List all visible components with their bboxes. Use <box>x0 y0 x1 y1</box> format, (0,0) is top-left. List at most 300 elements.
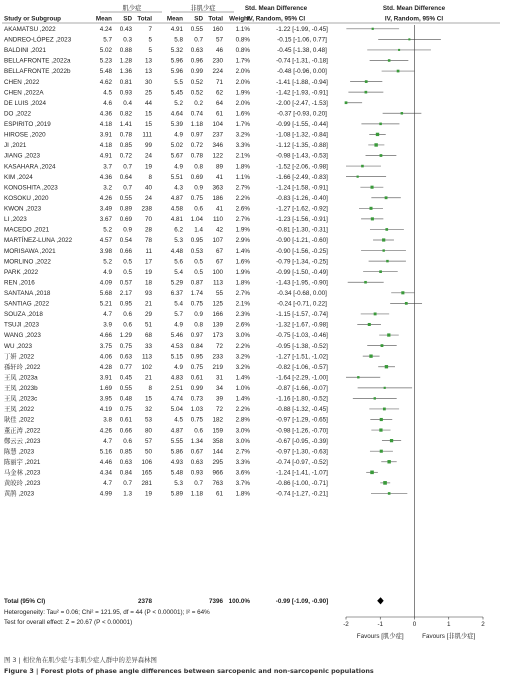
effect-ci: -0.97 [-1.29, -0.65] <box>276 416 328 424</box>
weight: 1.8% <box>235 163 250 171</box>
total-1: 17 <box>144 258 152 266</box>
effect-square <box>374 397 376 399</box>
sd-1: 0.69 <box>119 216 132 224</box>
mean-2: 4.5 <box>174 416 183 424</box>
x-tick-label: 0 <box>412 621 417 628</box>
effect-square <box>384 387 386 389</box>
total-1: 165 <box>141 469 152 477</box>
weight: 1.1% <box>235 173 250 181</box>
overall-effect-text: Test for overall effect: Z = 20.67 (P < 0.00001) <box>4 619 133 626</box>
mean-2: 6.37 <box>170 290 183 297</box>
effect-ci: -0.95 [-1.38, -0.52] <box>276 342 328 350</box>
sd-2: 0.6 <box>194 427 203 435</box>
weight: 2.2% <box>235 342 250 350</box>
total-1: 40 <box>144 184 152 192</box>
sd-2: 0.95 <box>190 353 203 361</box>
study-name: CHEN ,2022 <box>4 78 40 86</box>
sd-1: 1.29 <box>119 332 132 340</box>
weight: 3.6% <box>235 469 250 477</box>
total-2: 237 <box>212 131 223 139</box>
study-name: BELLAFRONTE ,2022b <box>4 68 71 76</box>
effect-ci: -1.66 [-2.49, -0.83] <box>276 173 328 181</box>
weight: 2.6% <box>235 321 250 329</box>
effect-ci: -0.79 [-1.34, -0.25] <box>276 258 328 266</box>
total-2: 107 <box>212 237 223 245</box>
effect-square <box>388 59 391 62</box>
sd-2: 0.6 <box>194 205 203 213</box>
total-2: 224 <box>212 68 223 76</box>
sd-1: 0.84 <box>119 469 132 477</box>
mean-2: 4.87 <box>170 427 183 435</box>
study-name: 董正涛 ,2022 <box>4 427 41 435</box>
mean-1: 3.9 <box>103 321 112 329</box>
effect-ci: -0.48 [-0.96, 0.00] <box>277 68 327 76</box>
mean-1: 4.62 <box>99 78 112 86</box>
mean-1: 4.26 <box>99 194 112 202</box>
sd-1: 1.28 <box>119 57 132 65</box>
mean-1: 5.21 <box>99 300 112 308</box>
weight: 2.3% <box>235 311 250 319</box>
mean-2: 2.51 <box>170 385 183 393</box>
col-header-total-2: Total <box>208 15 223 23</box>
mean-1: 4.09 <box>99 279 112 287</box>
sd-2: 0.63 <box>190 47 203 55</box>
sd-1: 0.66 <box>119 427 132 435</box>
sd-1: 0.4 <box>123 99 132 107</box>
study-name: JIANG ,2023 <box>4 152 41 160</box>
effect-ci: -1.16 [-1.80, -0.52] <box>276 395 328 403</box>
weight: 2.7% <box>235 216 250 224</box>
sd-1: 0.9 <box>123 226 132 234</box>
total-2: 100 <box>212 268 223 276</box>
total-1: 70 <box>144 216 152 224</box>
total-2: 57 <box>215 36 223 44</box>
total-2: 363 <box>212 184 223 192</box>
mean-1: 4.7 <box>103 437 112 445</box>
sd-2: 0.75 <box>190 300 203 308</box>
total-2: 31 <box>215 374 223 382</box>
weight: 3.0% <box>235 437 250 445</box>
sd-1: 0.64 <box>119 173 132 181</box>
effect-square <box>380 450 383 453</box>
sd-2: 1.34 <box>190 437 203 445</box>
total-1: 93 <box>144 290 152 297</box>
total-1: 68 <box>144 332 152 340</box>
weight: 1.4% <box>235 247 250 255</box>
total-1: 57 <box>144 437 152 445</box>
total-2: 34 <box>215 385 223 393</box>
col-header-sd-1: SD <box>123 15 132 23</box>
effect-square <box>371 217 374 220</box>
effect-ci: -1.64 [-2.29, -1.00] <box>276 374 328 382</box>
weight: 3.2% <box>235 353 250 361</box>
total-1: 30 <box>144 78 152 86</box>
header-effect: Std. Mean Difference <box>244 5 308 12</box>
mean-1: 3.95 <box>99 395 112 403</box>
mean-1: 4.7 <box>103 480 112 488</box>
total-1: 19 <box>144 490 152 498</box>
weight: 3.0% <box>235 427 250 435</box>
heterogeneity-text: Heterogeneity: Tau² = 0.06; Chi² = 121.95, df = 44 (P < 0.00001); I² = 64% <box>4 609 210 616</box>
mean-1: 3.2 <box>103 184 112 192</box>
weight: 1.6% <box>235 110 250 118</box>
sd-2: 1.4 <box>194 226 203 234</box>
mean-2: 5.3 <box>174 237 183 245</box>
total-1: 44 <box>144 99 152 107</box>
total-2: 122 <box>212 152 223 160</box>
effect-square <box>401 112 403 114</box>
sd-2: 1.18 <box>190 121 203 129</box>
sd-2: 0.8 <box>194 321 203 329</box>
effect-ci: -0.86 [-1.00, -0.71] <box>276 480 328 488</box>
effect-ci: -0.97 [-1.30, -0.63] <box>276 448 328 456</box>
effect-ci: -1.08 [-1.32, -0.84] <box>276 131 328 139</box>
total-1: 53 <box>144 416 152 424</box>
total-1: 13 <box>144 68 152 76</box>
effect-square <box>385 196 388 199</box>
sd-2: 0.73 <box>190 395 203 403</box>
sd-2: 0.9 <box>194 184 203 192</box>
col-header-mean-2: Mean <box>166 15 183 23</box>
total-1: 7 <box>148 26 152 33</box>
sd-2: 0.74 <box>190 110 203 118</box>
study-name: HIROSE ,2020 <box>4 131 46 139</box>
mean-1: 3.67 <box>99 216 112 224</box>
effect-ci: -1.27 [-1.51, -1.02] <box>276 353 328 361</box>
effect-ci: -1.52 [-2.06, -0.98] <box>276 163 328 171</box>
sd-1: 0.61 <box>119 416 132 424</box>
total-2: 110 <box>212 216 223 224</box>
study-name: MARTÍNEZ-LUNA ,2022 <box>4 237 73 245</box>
total-1: 15 <box>144 121 152 129</box>
sd-1: 0.85 <box>119 448 132 456</box>
effect-square <box>357 376 359 378</box>
mean-2: 5.2 <box>174 99 183 107</box>
effect-ci: -1.22 [-1.99, -0.45] <box>276 26 328 33</box>
sd-2: 0.7 <box>194 36 203 44</box>
sd-2: 0.78 <box>190 152 203 160</box>
weight: 1.7% <box>235 121 250 129</box>
weight: 2.8% <box>235 416 250 424</box>
effect-square <box>379 123 382 126</box>
study-name: KASAHARA ,2024 <box>4 163 56 171</box>
mean-2: 4.3 <box>174 184 183 192</box>
effect-ci: -0.24 [-0.71, 0.22] <box>277 300 327 308</box>
sd-1: 0.5 <box>123 258 132 266</box>
sd-1: 0.63 <box>119 458 132 466</box>
effect-ci: -0.34 [-0.68, 0.00] <box>277 290 327 297</box>
total-2: 41 <box>215 205 223 213</box>
sd-1: 0.72 <box>119 152 132 160</box>
mean-1: 4.7 <box>103 311 112 319</box>
sd-2: 0.55 <box>190 26 203 33</box>
total-ci: -0.99 [-1.09, -0.90] <box>275 598 329 605</box>
mean-2: 4.81 <box>170 216 183 224</box>
sd-2: 0.75 <box>190 194 203 202</box>
mean-1: 3.8 <box>103 416 112 424</box>
mean-1: 4.24 <box>99 26 112 33</box>
mean-2: 5.04 <box>170 406 183 414</box>
total-weight: 100.0% <box>228 598 250 605</box>
effect-square <box>370 186 373 189</box>
study-name: LI ,2023 <box>4 216 27 224</box>
study-name: 黄鹃 ,2023 <box>4 490 35 498</box>
x-tick-label: 1 <box>446 621 451 628</box>
effect-square <box>364 281 367 284</box>
effect-ci: -0.74 [-1.31, -0.18] <box>276 57 328 65</box>
header-plot: Std. Mean Difference <box>382 5 446 12</box>
total-1: 32 <box>144 406 152 414</box>
study-name: JI ,2021 <box>4 142 27 150</box>
weight: 1.7% <box>235 57 250 65</box>
study-name: 孫轩玲 ,2022 <box>4 363 41 371</box>
mean-2: 5.8 <box>174 36 183 44</box>
effect-ci: -0.87 [-1.66, -0.07] <box>276 385 328 393</box>
study-name: KOSOKU ,2020 <box>4 194 49 202</box>
effect-ci: -0.83 [-1.26, -0.40] <box>276 194 328 202</box>
effect-square <box>408 38 410 40</box>
total-1: 11 <box>145 247 152 255</box>
mean-2: 5.89 <box>170 490 183 498</box>
total-2: 166 <box>212 311 223 319</box>
effect-ci: -1.12 [-1.35, -0.88] <box>276 142 328 150</box>
mean-2: 5.39 <box>170 121 183 129</box>
study-name: MORISAWA ,2021 <box>4 247 56 255</box>
mean-1: 4.36 <box>99 173 112 181</box>
total-1: 15 <box>144 395 152 403</box>
col-header-weight: Weight <box>229 15 250 23</box>
total-1: 13 <box>144 57 152 65</box>
weight: 1.8% <box>235 279 250 287</box>
total-1: 19 <box>144 163 152 171</box>
effect-square <box>405 302 408 305</box>
effect-ci: -0.75 [-1.03, -0.46] <box>276 332 328 340</box>
effect-square <box>390 439 393 442</box>
study-name: 王凤 ,2023c <box>4 395 38 403</box>
total-2: 763 <box>212 480 223 488</box>
sd-2: 0.75 <box>190 416 203 424</box>
sd-1: 1.41 <box>119 121 132 129</box>
weight: 2.9% <box>235 237 250 245</box>
weight: 2.2% <box>235 194 250 202</box>
total-1: 106 <box>141 458 152 466</box>
sd-1: 0.75 <box>119 342 132 350</box>
total-2: 219 <box>212 363 223 371</box>
mean-2: 5.86 <box>170 448 183 456</box>
mean-2: 5.51 <box>170 173 183 181</box>
group-header-control: 非肌少症 <box>190 5 216 12</box>
mean-2: 4.93 <box>170 458 183 466</box>
total-2: 61 <box>215 110 223 118</box>
weight: 2.7% <box>235 184 250 192</box>
col-header-plot-sub: IV, Random, 95% CI <box>384 15 444 23</box>
effect-square <box>386 260 388 262</box>
sd-2: 0.61 <box>190 374 203 382</box>
total-1: 8 <box>148 173 152 181</box>
weight: 2.7% <box>235 448 250 456</box>
weight: 2.7% <box>235 290 250 297</box>
total-1: 111 <box>142 131 152 139</box>
weight: 1.0% <box>235 385 250 393</box>
sd-1: 0.63 <box>119 353 132 361</box>
weight: 1.4% <box>235 374 250 382</box>
weight: 2.1% <box>235 300 250 308</box>
study-name: DO ,2022 <box>4 110 31 118</box>
sd-1: 0.43 <box>119 26 132 33</box>
total-2: 104 <box>212 121 223 129</box>
weight: 3.2% <box>235 131 250 139</box>
study-name: KWON ,2023 <box>4 205 42 213</box>
effect-ci: -1.15 [-1.57, -0.74] <box>276 311 328 319</box>
effect-square <box>374 143 377 146</box>
effect-ci: -2.00 [-2.47, -1.53] <box>276 99 328 107</box>
sd-2: 0.5 <box>194 258 203 266</box>
weight: 1.6% <box>235 258 250 266</box>
mean-2: 5.6 <box>174 258 183 266</box>
mean-2: 5.29 <box>170 279 183 287</box>
sd-1: 2.17 <box>119 290 132 297</box>
weight: 2.0% <box>235 99 250 107</box>
effect-ci: -0.74 [-0.97, -0.52] <box>276 458 328 466</box>
sd-2: 0.87 <box>190 279 203 287</box>
weight: 3.0% <box>235 332 250 340</box>
mean-1: 5.16 <box>99 448 112 456</box>
study-name: ESPIRITO ,2019 <box>4 121 51 129</box>
total-2: 230 <box>212 57 223 65</box>
mean-1: 4.91 <box>99 152 112 160</box>
study-name: 耿佳 ,2022 <box>4 416 35 424</box>
effect-ci: -0.90 [-1.56, -0.25] <box>276 247 328 255</box>
effect-ci: -0.74 [-1.27, -0.21] <box>276 490 328 498</box>
col-header-sd-2: SD <box>194 15 203 23</box>
effect-ci: -0.81 [-1.30, -0.31] <box>276 226 328 234</box>
total-1: 18 <box>144 279 152 287</box>
weight: 3.3% <box>235 458 250 466</box>
mean-2: 5.32 <box>170 47 183 55</box>
weight: 2.1% <box>235 152 250 160</box>
total-2: 61 <box>215 490 223 498</box>
sd-1: 0.82 <box>119 110 132 118</box>
effect-ci: -1.43 [-1.95, -0.90] <box>276 279 328 287</box>
sd-2: 0.84 <box>190 342 203 350</box>
study-name: BELLAFRONTE ,2022a <box>4 57 71 65</box>
total-2: 62 <box>215 89 223 97</box>
effect-square <box>370 471 374 475</box>
study-name: MACEDO ,2021 <box>4 226 50 234</box>
mean-2: 5.5 <box>174 78 183 86</box>
effect-ci: -0.90 [-1.21, -0.60] <box>276 237 328 245</box>
sd-2: 0.67 <box>190 448 203 456</box>
mean-2: 5.15 <box>170 353 183 361</box>
weight: 1.9% <box>235 268 250 276</box>
effect-ci: -0.37 [-0.93, 0.20] <box>277 110 327 118</box>
mean-2: 5.4 <box>174 268 183 276</box>
effect-square <box>374 312 377 315</box>
favours-left: Favours [肌少症] <box>356 633 404 640</box>
total-1: 51 <box>144 321 152 329</box>
mean-2: 5.45 <box>170 89 183 97</box>
effect-square <box>387 333 390 336</box>
mean-2: 5.7 <box>174 311 183 319</box>
effect-ci: -0.99 [-1.50, -0.49] <box>276 268 328 276</box>
effect-square <box>372 28 374 30</box>
effect-square <box>397 70 400 73</box>
total-label: Total (95% CI) <box>4 598 46 605</box>
total-2: 233 <box>212 353 223 361</box>
weight: 2.0% <box>235 78 250 86</box>
mean-2: 4.53 <box>170 342 183 350</box>
weight: 2.2% <box>235 406 250 414</box>
weight: 1.9% <box>235 226 250 234</box>
total-1: 281 <box>141 480 152 488</box>
mean-2: 5.55 <box>170 437 183 445</box>
weight: 1.9% <box>235 89 250 97</box>
figure-caption-cn: 图 3 | 相位角在肌少症与非肌少症人群中的差异森林图 <box>4 656 157 664</box>
sd-2: 0.99 <box>190 68 203 76</box>
weight: 1.4% <box>235 395 250 403</box>
total-1: 29 <box>144 311 152 319</box>
weight: 3.7% <box>235 480 250 488</box>
sd-1: 0.5 <box>123 268 132 276</box>
mean-2: 5.48 <box>170 469 183 477</box>
mean-1: 5.2 <box>103 226 112 234</box>
mean-1: 4.19 <box>99 406 112 414</box>
study-name: PARK ,2022 <box>4 268 39 276</box>
study-name: ANDREO-LÓPEZ ,2023 <box>4 36 72 44</box>
weight: 0.8% <box>235 47 250 55</box>
total-2: 39 <box>215 395 223 403</box>
effect-square <box>379 428 382 431</box>
sd-1: 0.77 <box>119 363 132 371</box>
group-header-experimental: 肌少症 <box>122 5 142 12</box>
figure-caption-en: Figure 3 | Forest plots of phase angle differences between sarcopenic and non-sarcopenic populations <box>4 667 374 675</box>
total-2: 67 <box>215 258 223 266</box>
total-1: 8 <box>148 385 152 393</box>
total-2: 966 <box>212 469 223 477</box>
effect-ci: -0.98 [-1.43, -0.53] <box>276 152 328 160</box>
sd-1: 1.3 <box>123 490 132 498</box>
weight: 1.8% <box>235 490 250 498</box>
effect-square <box>376 133 379 136</box>
total-1: 33 <box>144 342 152 350</box>
sd-1: 0.55 <box>119 385 132 393</box>
effect-ci: -1.27 [-1.62, -0.92] <box>276 205 328 213</box>
study-name: WU ,2023 <box>4 342 32 350</box>
total-2: 186 <box>212 194 223 202</box>
effect-square <box>385 228 388 231</box>
weight: 2.6% <box>235 205 250 213</box>
mean-1: 3.91 <box>99 131 112 139</box>
mean-1: 4.28 <box>99 363 112 371</box>
effect-ci: -0.99 [-1.55, -0.44] <box>276 121 328 129</box>
mean-1: 4.46 <box>99 458 112 466</box>
study-name: DE LUIS ,2024 <box>4 99 47 107</box>
mean-1: 3.91 <box>99 374 112 382</box>
mean-2: 4.48 <box>170 247 183 255</box>
study-name: 陈丽宇 ,2021 <box>4 458 41 466</box>
total-2: 72 <box>215 342 223 350</box>
total-2: 295 <box>212 458 223 466</box>
effect-square <box>380 418 383 421</box>
mean-1: 4.5 <box>103 89 112 97</box>
total-1: 24 <box>144 152 152 160</box>
total-1: 21 <box>144 300 152 308</box>
total-1: 21 <box>144 374 152 382</box>
sd-1: 1.36 <box>119 68 132 76</box>
total-2: 42 <box>215 226 223 234</box>
total-1: 50 <box>144 448 152 456</box>
sd-2: 0.69 <box>190 173 203 181</box>
